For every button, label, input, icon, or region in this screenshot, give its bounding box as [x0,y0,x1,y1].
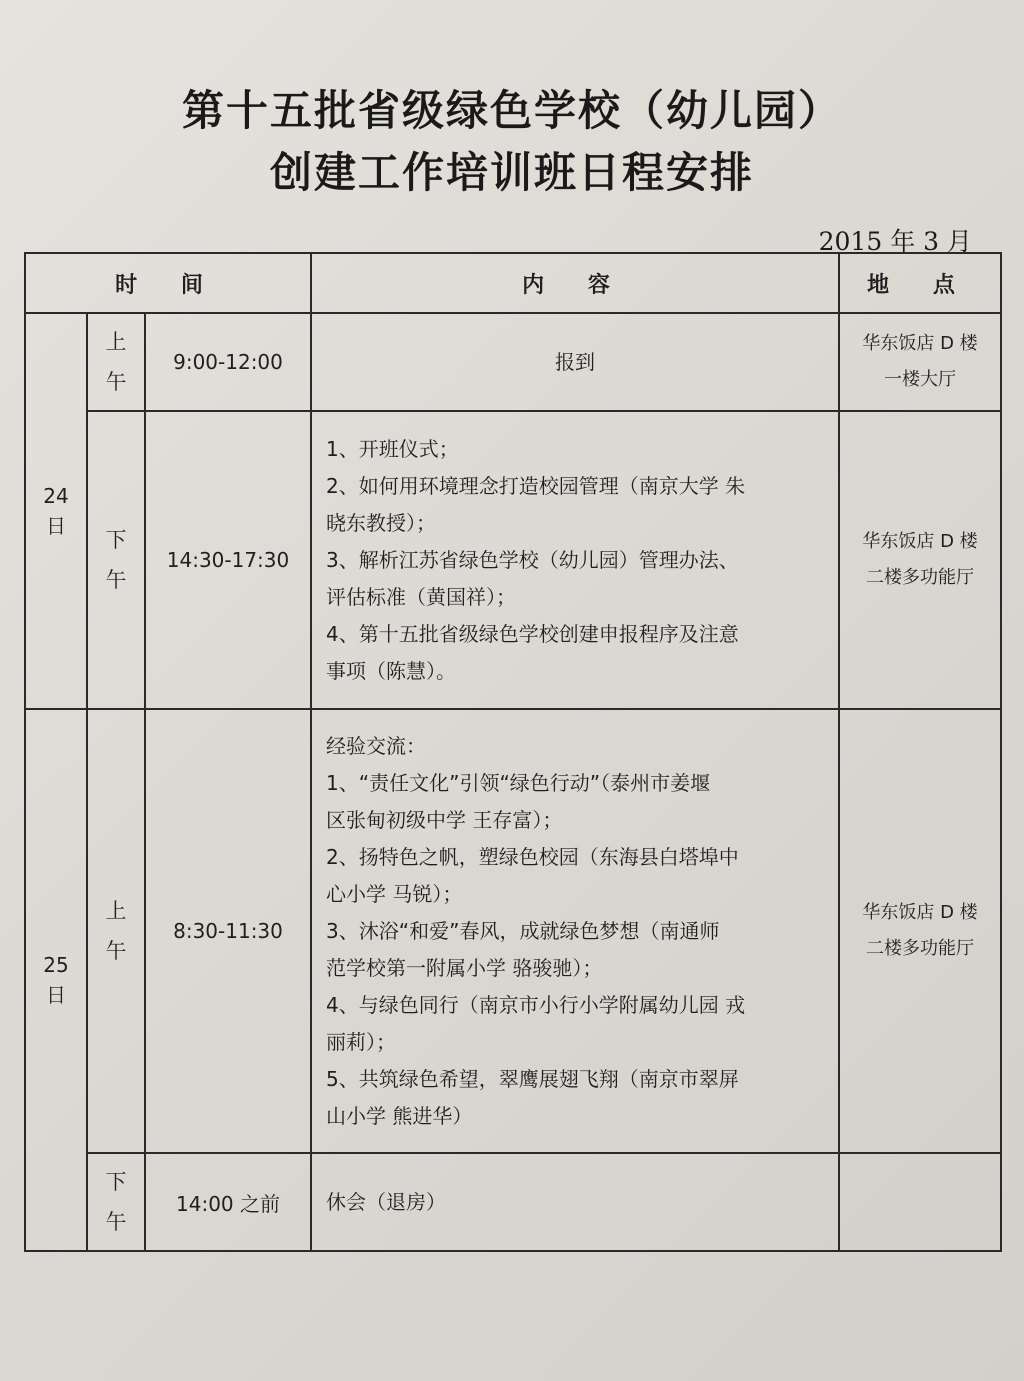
half-day-cell [87,709,145,1153]
content-line: 丽莉）； [326,1029,396,1054]
content-line: 3、解析江苏省绿色学校（幼儿园）管理办法、 [326,547,739,572]
content-line: 评估标准（黄国祥）； [326,584,516,609]
content-line: 1、“责任文化”引领“绿色行动”（泰州市姜堰 [326,770,711,795]
place-line: 一楼大厅 [884,369,956,390]
time-cell: 8:30-11:30 [145,709,311,1153]
place-line: 二楼多功能厅 [866,567,974,588]
content-line: 晓东教授）； [326,510,436,535]
content-line: 范学校第一附属小学 骆骏驰）； [326,955,603,980]
document-date: 2015 年 3 月 [818,227,972,256]
day-label-24: 24 日 [43,484,69,538]
content-cell [311,1153,839,1251]
time-cell: 14:30-17:30 [145,411,311,709]
place-line: 华东饭店 D 楼 [862,902,978,923]
table-row [25,709,1001,1153]
content-line: 心小学 马锐）； [326,881,463,906]
content-cell [311,313,839,411]
place-line: 华东饭店 D 楼 [862,333,978,354]
day-label-25: 25 日 [43,953,69,1007]
content-line: 事项（陈慧）。 [326,658,456,683]
day-cell-24 [25,313,87,709]
place-line: 二楼多功能厅 [866,938,974,959]
half-day-label: 上 午 [105,899,127,963]
table-row [25,313,1001,411]
header-place: 地 点 [839,253,1001,313]
time-cell: 9:00-12:00 [145,313,311,411]
half-day-label: 下 午 [105,528,127,592]
day-cell-25 [25,709,87,1251]
table-header-row [25,253,1001,313]
content-line: 3、沐浴“和爱”春风，成就绿色梦想（南通师 [326,918,720,943]
place-cell-empty [839,1153,1001,1251]
schedule-table [24,252,1002,1252]
place-cell [839,313,1001,411]
table-row [25,1153,1001,1251]
table-row [25,411,1001,709]
content-line: 山小学 熊进华） [326,1103,473,1128]
place-cell [839,709,1001,1153]
content-line: 5、共筑绿色希望，翠鹰展翅飞翔（南京市翠屏 [326,1066,739,1091]
content-line: 休会（退房） [326,1189,446,1214]
header-content: 内 容 [311,253,839,313]
content-line: 2、扬特色之帆，塑绿色校园（东海县白塔埠中 [326,844,739,869]
half-day-cell [87,411,145,709]
document-title-line-1: 第十五批省级绿色学校（幼儿园） [181,86,842,135]
content-cell [311,709,839,1153]
content-line: 4、第十五批省级绿色学校创建申报程序及注意 [326,621,739,646]
content-cell [311,411,839,709]
time-cell: 14:00 之前 [145,1153,311,1251]
content-line: 区张甸初级中学 王存富）； [326,807,563,832]
half-day-cell [87,313,145,411]
half-day-label: 上 午 [105,330,127,394]
content-line: 4、与绿色同行（南京市小行小学附属幼儿园 戎 [326,992,746,1017]
content-line: 2、如何用环境理念打造校园管理（南京大学 朱 [326,473,746,498]
document-title-line-2: 创建工作培训班日程安排 [269,148,754,197]
content-line: 经验交流： [326,733,426,758]
half-day-cell [87,1153,145,1251]
content-line: 1、开班仪式； [326,436,459,461]
place-line: 华东饭店 D 楼 [862,531,978,552]
half-day-label: 下 午 [105,1170,127,1234]
header-time: 时 间 [25,253,311,313]
place-cell [839,411,1001,709]
content-line: 报到 [555,349,595,374]
